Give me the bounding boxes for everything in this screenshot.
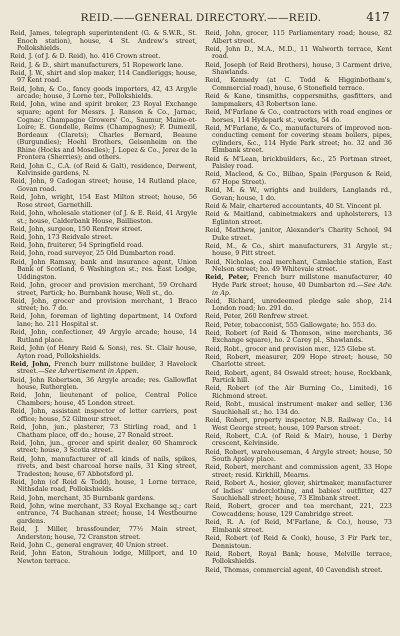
directory-entry: Reid, Robert, merchant and commission agent, 33 Hope street; resid. Kirkhill, Mearns.	[205, 463, 392, 479]
directory-entry: Reid, Robt., grocer and provision mer., 125 Glebe st.	[205, 344, 376, 353]
directory-entry: Reid, Robert, warehouseman, 4 Argyle street; house, 50 South Apsley place.	[205, 447, 392, 464]
column-left	[10, 30, 197, 575]
directory-entry: Reid, John Robertson, 36 Argyle arcade; res. Gallowflat house, Rutherglen.	[10, 375, 197, 392]
directory-entry: Reid, James, telegraph superintendent (G. & S.W.R., St. Enoch station), house, 4 St. Andrew's street, Pollokshields.	[10, 29, 197, 53]
directory-entry: Reid, John, assistant inspector of letter carriers, post office; house, 52 Gilmour street.	[10, 407, 197, 423]
directory-entry: Reid, John, grocer and provision merchant, 1 Braco street; ho. 7 do.	[10, 296, 197, 313]
directory-entry: Reid, Robert (of Reid & Thomson, wine merchants, 36 Exchange square), ho. 2 Carey pl., Shawlands.	[205, 328, 392, 345]
directory-entry: Reid, John, manufacturer of all kinds of nails, spikes, rivets, and best charcoal horse nails, 31 King street, Tradeston; house, 67 Abbotsford pl.	[10, 454, 197, 478]
directory-entry: Reid, John (of Reid & Todd), house, 1 Lorne terrace, Nithsdale road, Pollokshields.	[10, 477, 197, 494]
directory-entry: Reid, John, wright, 154 East Milton street; house, 56 Rose street, Garnethill.	[10, 193, 197, 209]
directory-entry: Reid, R. A. (of Reid, M'Farlane, & Co.), house, 73 Elmbank street.	[205, 518, 392, 534]
columns	[10, 30, 392, 575]
directory-entry: Reid, John, fruiterer, 54 Springfield road.	[10, 241, 144, 250]
directory-entry: Reid, John, 9 Cadogan street; house, 14 Rutland place, Govan road.	[10, 177, 197, 194]
directory-entry: Reid, Robert, C.A. (of Reid & Mair), house, 1 Derby crescent, Kelvinside.	[205, 431, 392, 448]
running-title: REID.——GENERAL DIRECTORY.——REID.	[80, 12, 322, 24]
directory-entry: Reid, J. (of J. & D. Reid), ho. 416 Crown street.	[10, 52, 161, 61]
directory-entry: Reid, John, 173 Reidvale street.	[10, 232, 113, 241]
directory-entry: Reid, Robert, measurer, 209 Hope street; house, 50 Charlotte street.	[205, 352, 392, 369]
directory-entry: Reid, John Ramsay, bank and insurance agent, Union Bank of Scotland, 6 Washington st.; res. East Lodge, Uddingston.	[10, 257, 197, 281]
directory-entry: Reid & M'Lean, brickbuilders, &c., 25 Portman street, Paisley road.	[205, 154, 392, 171]
directory-entry: Reid, Robt., musical instrument maker and seller, 136 Sauchiehall st.; ho. 134 do.	[205, 400, 392, 416]
directory-entry: Reid, M'Farlane & Co., contractors with road engines or horses, 114 Hydepark st.; works, 54 do.	[205, 107, 392, 124]
directory-entry: Reid, John, & Co., fancy goods importers, 42, 43 Argyle arcade; house, 3 Lorne ter., Pollokshields.	[10, 84, 197, 101]
directory-entry: Reid, Robert, Royal Bank; house, Melville terrace, Pollokshields.	[205, 549, 392, 566]
directory-entry: Reid, Richard, unredeemed pledge sale shop, 214 London road; ho. 291 do.	[205, 296, 392, 313]
directory-entry: Reid, J. W., shirt and slop maker, 114 Candleriggs; house, 97 Kent road.	[10, 68, 197, 85]
directory-entry: Reid, Robert, grocer and tea merchant, 221, 223 Cowcaddens; house, 129 Cambridge street.	[205, 502, 392, 519]
directory-entry: Reid, John, wine merchant, 33 Royal Exchange sq.; cart entrance, 74 Buchanan street; house, 14 Westbourne gardens.	[10, 501, 197, 526]
directory-entry: Reid, M'Farlane, & Co., manufacturers of improved non-conducting cement for covering steam boilers, pipes, cylinders, &c., 114 Hyde Park street; ho. 32 and 36 Elmbank street.	[205, 123, 392, 155]
directory-entry: Reid, Macleod, & Co., Bilbao, Spain (Ferguson & Reid, 67 Hope Street).	[205, 170, 392, 187]
directory-entry: Reid, John, merchant, 35 Burnbank gardens.	[10, 493, 155, 502]
directory-entry: Reid, Robert A., hosier, glover, shirtmaker, manufacturer of ladies' underclothing, and babies' outfitter, 427 Sauchiehall street; house, 73 Elmbank street.	[205, 479, 392, 503]
directory-entry: Reid, Robert (of the Air Burning Co., Limited), 16 Richmond street.	[205, 384, 392, 400]
directory-entry: Reid, John, wholesale stationer (of J. & E. Reid, 41 Argyle st.; house, Calderbank House, Baillieston.	[10, 209, 197, 225]
directory-entry: Reid, Robert, property inspector, N.B. Railway Co., 14 West George street; house, 109 Parson street.	[205, 415, 392, 432]
directory-entry: Reid, John, surgeon, 150 Renfrew street.	[10, 224, 143, 233]
directory-entry: Reid, Peter, 260 Renfrew street.	[205, 312, 310, 321]
directory-entry: Reid, Peter, French burr millstone manufacturer, 40 Hyde Park street; house, 40 Dumbarton rd.—See Adv. in Ap.	[205, 273, 393, 297]
directory-entry: Reid, Robert, agent, 84 Oswald street; house, Rockbank, Partick hill.	[205, 368, 392, 385]
directory-entry: Reid, John, French burr millstone builder, 3 Havelock street.—See Advertisement in Appen.	[10, 359, 198, 376]
directory-entry: Reid & Maitland, cabinetmakers and upholsterers, 13 Eglinton street.	[205, 210, 392, 226]
directory-entry: Reid, J. & D., shirt manufacturers, 51 Ropework lane.	[10, 60, 184, 69]
directory-entry: Reid & Kane, tinsmiths, coppersmiths, gasfitters, and lampmakers, 43 Robertson lane.	[205, 92, 392, 108]
directory-entry: Reid, John, confectioner, 49 Argyle arcade; house, 14 Rutland place.	[10, 328, 197, 344]
directory-entry: Reid, John, grocer and provision merchant, 59 Orchard street, Partick; ho. Burnbank house, Well st., do.	[10, 280, 197, 297]
directory-entry: Reid, John Eaton, Strahoun lodge, Millport, and 10 Newton terrace.	[10, 549, 197, 565]
directory-entry: Reid, Kennedy (at C. Todd & Higginbotham's, Commercial road), house, 6 Stonefield terrace.	[205, 76, 392, 92]
directory-entry: Reid, John, grocer, 115 Parliamentary road; house, 82 Albert street.	[205, 29, 392, 45]
directory-entry: Reid, John, wine and spirit broker, 23 Royal Exchange square; agent for Messrs. J. Ranson & Co., Jarnac, Cognac; Champagne Growers' Co., Saumur, Maine-et-Loire; E. Gondelle, Reims (Champagnes); F. Dumezil, Bordeaux (Clarets); Charles Bernard, Beaune (Burgundies); Hoehl Brothers, Geisenheim on the Rhine (Hocks and Moselles); J. Lopez & Co., Jerez de la Frontera (Sherries); and others.	[10, 100, 197, 162]
column-right	[205, 30, 392, 575]
directory-entry: Reid, Thomas, commercial agent, 40 Cavendish street.	[205, 565, 383, 574]
directory-entry: Reid, John, jun., plasterer, 73 Stirling road, and 1 Chatham place, off do.; house, 27 Ronald street.	[10, 422, 197, 439]
directory-entry: Reid, John (of Henry Reid & Sons), res. St. Clair house, Ayton road, Pollokshields.	[10, 344, 197, 360]
directory-entry: Reid, John, road surveyor, 25 Old Dumbarton road.	[10, 249, 176, 258]
directory-entry: Reid, John D., M.A., M.D., 11 Walworth terrace, Kent road.	[205, 44, 392, 61]
directory-entry: Reid, John, foreman of lighting department, 14 Oxford lane; ho. 211 Hospital st.	[10, 312, 197, 329]
directory-entry: Reid, John, lieutenant of police, Central Police Chambers; house, 45 London street.	[10, 391, 197, 407]
directory-entry: Reid, Matthew, janitor, Alexander's Charity School, 94 Duke street.	[205, 225, 392, 242]
directory-entry: Reid, M., & Co., shirt manufacturers, 31 Argyle st.; house, 9 Pitt street.	[205, 241, 392, 258]
page-header	[10, 10, 392, 26]
directory-entry: Reid, John C., general engraver, 40 Union street.	[10, 541, 169, 549]
directory-entry: Reid, Joseph (of Reid Brothers), house, 3 Carment drive, Shawlands.	[205, 60, 392, 77]
directory-entry: Reid, Robert (of Reid & Cook), house, 3 Fir Park ter., Dennistoun.	[205, 534, 392, 550]
directory-entry: Reid, M. & W., wrights and builders, Langlands rd., Govan; house, 1 do.	[205, 186, 392, 202]
directory-entry: Reid & Mair, chartered accountants, 40 St. Vincent pl.	[205, 202, 382, 210]
directory-entry: Reid, J. Miller, brassfounder, 77½ Main street, Anderston; house, 72 Cranston street.	[10, 525, 197, 541]
directory-entry: Reid, Peter, tobacconist, 555 Gallowgate; ho. 553 do.	[205, 320, 377, 329]
directory-entry: Reid, John, jun., grocer and spirit dealer, 60 Shamrock street; house, 3 Scotia street.	[10, 438, 197, 455]
page-number: 417	[366, 10, 390, 24]
directory-entry: Reid, Nicholas, coal merchant, Camlachie station, East Nelson street; ho. 49 Whitevale street.	[205, 257, 392, 274]
directory-entry: Reid, John C., C.A. (of Reid & Galt), residence, Derwent, Kelvinside gardens, N.	[10, 161, 197, 178]
